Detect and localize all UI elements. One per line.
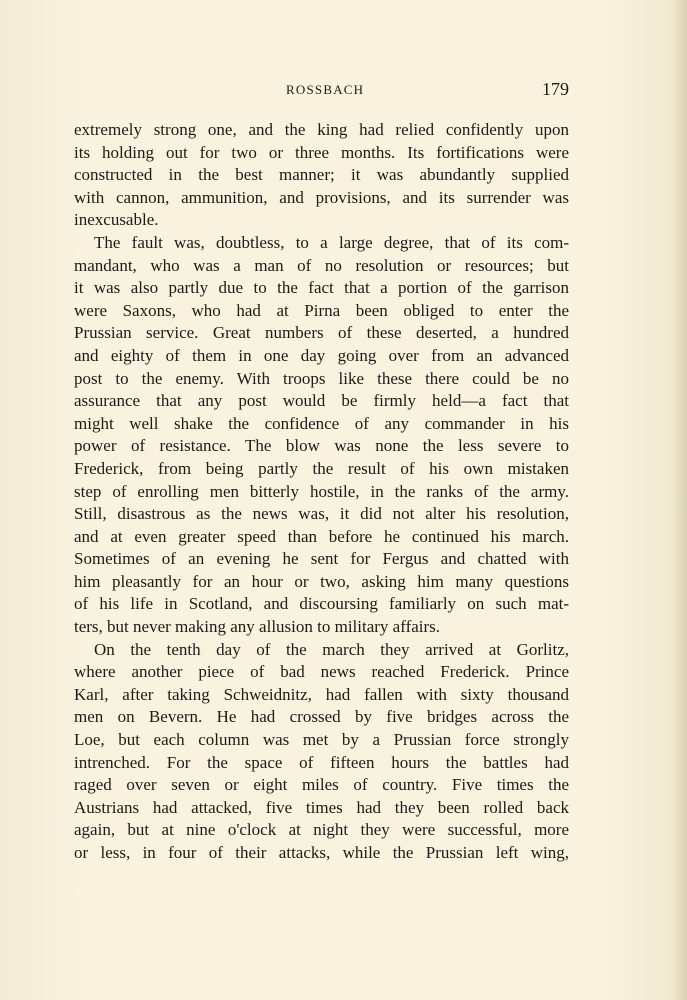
text-line: mandant, who was a man of no resolution or resources; but (74, 255, 569, 275)
text-line: again, but at nine o'clock at night they were successful, more (74, 820, 569, 840)
text-line: of his life in Scotland, and discoursing familiarly on such mat- (74, 594, 569, 614)
text-line: Loe, but each column was met by a Prussian force strongly (74, 730, 569, 750)
text-line: where another piece of bad news reached Frederick. Prince (74, 662, 569, 682)
page-edge-shadow (673, 0, 687, 1000)
paragraph-start-line: On the tenth day of the march they arrived at Gorlitz, (94, 639, 569, 659)
text-line: and eighty of them in one day going over from an advanced (74, 345, 569, 365)
text-line: Prussian service. Great numbers of these deserted, a hundred (74, 323, 569, 343)
text-line: were Saxons, who had at Pirna been obliged to enter the (74, 300, 569, 320)
running-title: ROSSBACH (286, 82, 365, 97)
text-line: with cannon, ammunition, and provisions, and its surrender was (74, 187, 569, 207)
text-line: Karl, after taking Schweidnitz, had fallen with sixty thousand (74, 684, 569, 704)
text-line: assurance that any post would be firmly held—a fact that (74, 391, 569, 411)
paragraph-end-line: ters, but never making any allusion to military affairs. (74, 617, 441, 637)
text-line: Austrians had attacked, five times had they been rolled back (74, 797, 569, 817)
text-line: power of resistance. The blow was none the less severe to (74, 436, 569, 456)
text-line: and at even greater speed than before he continued his march. (74, 526, 569, 546)
text-line: him pleasantly for an hour or two, asking him many questions (74, 571, 569, 591)
text-line: Frederick, from being partly the result of his own mistaken (74, 458, 569, 478)
text-line: extremely strong one, and the king had relied confidently upon (74, 120, 569, 139)
text-line: its holding out for two or three months. Its fortifications were (74, 142, 569, 162)
text-line: it was also partly due to the fact that a portion of the garrison (74, 278, 569, 298)
text-line: constructed in the best manner; it was abundantly supplied (74, 165, 569, 185)
text-line: or less, in four of their attacks, while the Prussian left wing, (74, 843, 569, 862)
text-line: men on Bevern. He had crossed by five bridges across the (74, 707, 569, 727)
paragraph-start-line: The fault was, doubtless, to a large degree, that of its com- (94, 232, 569, 252)
body-text (74, 119, 569, 865)
text-line: Still, disastrous as the news was, it did not alter his resolution, (74, 504, 569, 524)
paragraph-end-line: inexcusable. (74, 210, 159, 230)
text-line: step of enrolling men bitterly hostile, in the ranks of the army. (74, 481, 569, 501)
text-line: raged over seven or eight miles of country. Five times the (74, 775, 569, 795)
text-line: post to the enemy. With troops like these there could be no (74, 368, 569, 388)
running-head (74, 80, 569, 100)
text-line: Sometimes of an evening he sent for Fergus and chatted with (74, 549, 569, 569)
text-line: intrenched. For the space of fifteen hours the battles had (74, 752, 569, 772)
page-number: 179 (542, 79, 569, 99)
text-line: might well shake the confidence of any commander in his (74, 413, 569, 433)
